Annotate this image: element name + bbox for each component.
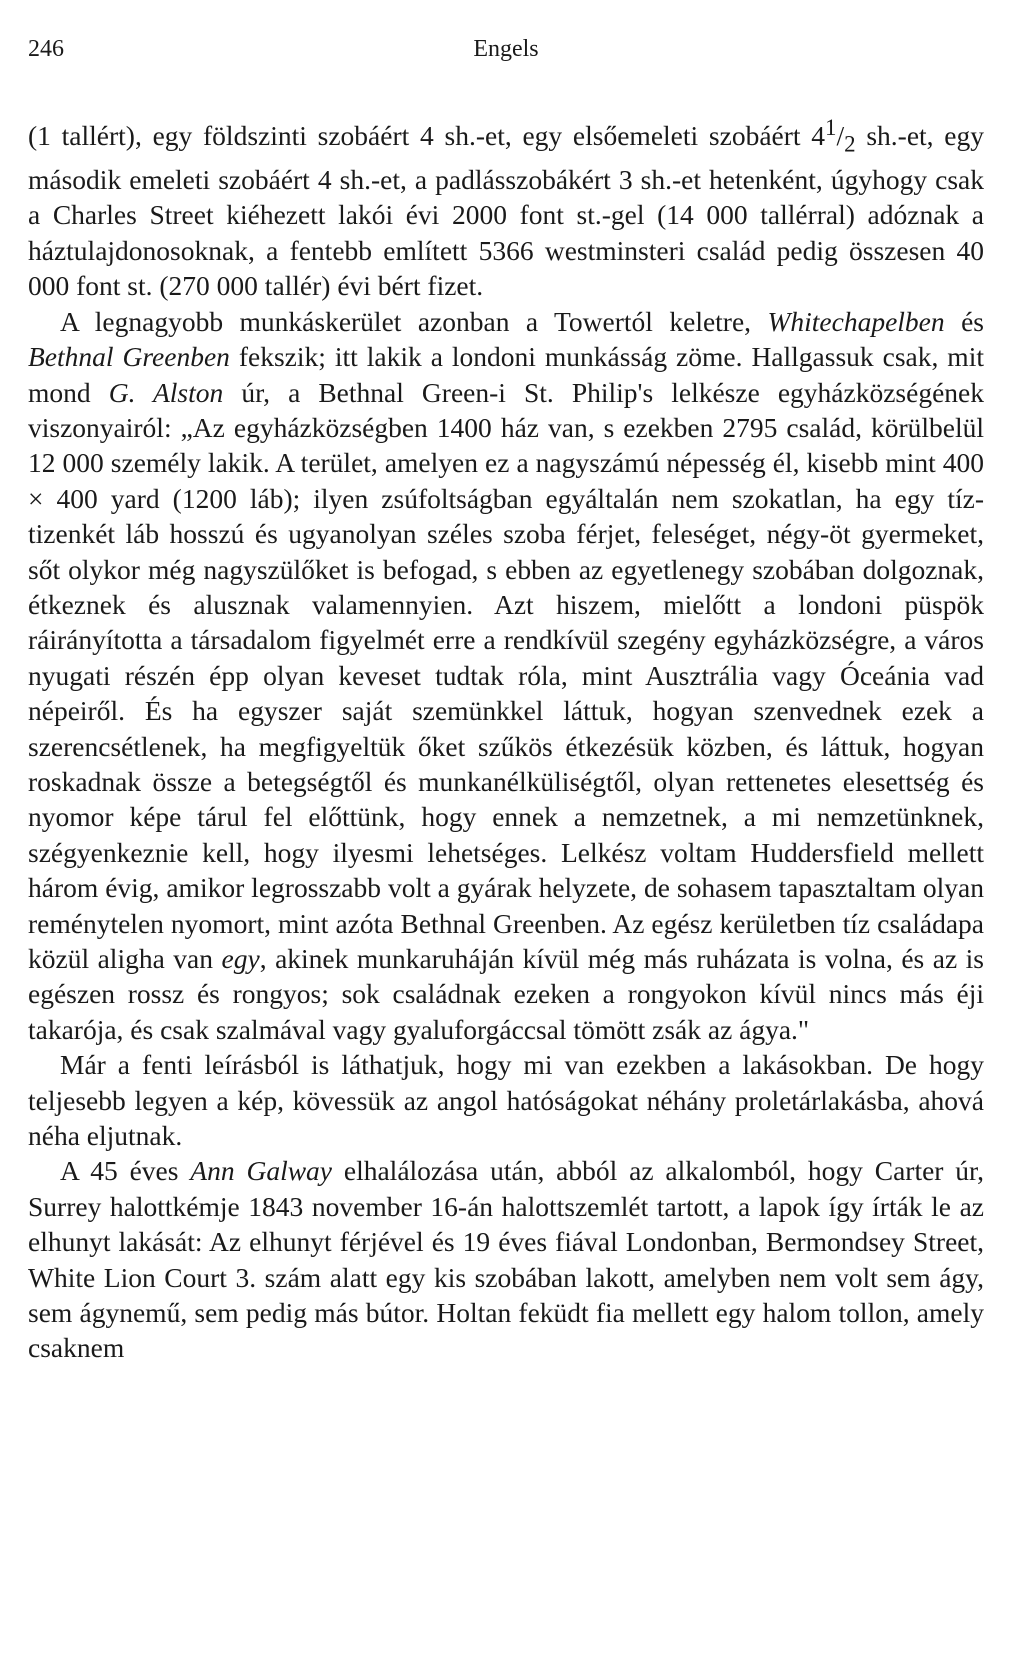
italic-place-name: Whitechapelben [767,305,945,337]
fraction-slash: / [836,120,845,152]
italic-person-name: Ann Galway [190,1155,333,1187]
fraction-numerator: 1 [825,115,837,140]
text-segment: A 45 éves [60,1155,191,1187]
paragraph [28,304,984,1048]
fraction-denominator: 2 [844,131,856,157]
body-text [28,110,984,1366]
italic-emphasis: egy [221,943,260,974]
text-segment: úr, a Bethnal Green-i St. Philip's lelkésze egyházközségének viszonyairól: „Az egyházközségben 1400 ház van, s ezekben 2795 család, körülbelül 12 000 személy lakik. A terület, amelyen ez a nagyszámú népesség él, kisebb mint 400 × 400 yard (1200 láb); ilyen zsúfoltságban egyáltalán nem szokatlan, ha egy tíz-tizenkét láb hosszú és ugyanolyan széles szoba férjet, feleséget, négy-öt gyermeket, sőt olykor még nagyszülőket is befogad, s ebben az egyetlenegy szobában dolgoznak, étkeznek és alusznak valamennyien. Azt hiszem, mielőtt a londoni püspök ráirányította a társadalom figyelmét erre a rendkívül szegény egyházközségre, a város nyugati részén épp olyan keveset tudtak róla, mint Ausztrália vagy Óceánia vad népeiről. És ha egyszer saját szemünkkel láttuk, hogyan szenvednek ezek a szerencsétlenek, ha megfigyeltük őket szűkös étkezésük közben, és láttuk, hogyan roskadnak össze a betegségtől és munkanélküliségtől, olyan rettenetes elesettség és nyomor képe tárul fel előttünk, hogy ennek a nemzetnek, a mi nemzetünknek, szégyenkeznie kell, hogy ilyesmi lehetséges. Lelkész voltam Huddersfield mellett három évig, amikor legrosszabb volt a gyárak helyzete, de sohasem tapasztaltam olyan reménytelen nyomort, mint azóta Bethnal Greenben. Az egész kerületben tíz családapa közül aligha van [28,376,984,974]
page-number: 246 [28,36,64,62]
italic-person-name: G. Alston [108,376,224,408]
italic-place-name: Bethnal Greenben [28,341,230,373]
paragraph [28,1047,984,1153]
page-header [28,36,984,72]
paragraph [28,1153,984,1365]
paragraph-continuation [28,110,984,304]
text-segment: és [944,305,984,337]
text-segment: , akinek munkaruháján kívül még más ruházata is volna, és az is egészen rossz és rongyos; sok családnak ezeken a rongyokon kívül nincs más éji takarója, és csak szalmával vagy gyaluforgáccsal tömött zsák az ágya." [28,943,984,1045]
text-segment: fekszik; itt lakik a londoni munkásság zöme. Hallgassuk csak, mit mond [28,341,984,408]
text-segment: sh.-et, egy második emeleti szobáért 4 sh.-et, a padlásszobákért 3 sh.-et hetenként, úgyhogy csak a Charles Street kiéhezett lakói évi 2000 font st.-gel (14 000 tallérral) adóznak a háztulajdonosoknak, a fentebb említett 5366 westminsteri család pedig összesen 40 000 font st. (270 000 tallér) évi bért fizet. [28,120,984,302]
text-segment: elhalálozása után, abból az alkalomból, hogy Carter úr, Surrey halottkémje 1843 november 16-án halottszemlét tartott, a lapok így írták le az elhunyt lakását: Az elhunyt férjével és 19 éves fiával Londonban, Bermondsey Street, White Lion Court 3. szám alatt egy kis szobában lakott, amelyben nem volt sem ágy, sem ágynemű, sem pedig más bútor. Holtan feküdt fia mellett egy halom tollon, amely csaknem [28,1155,984,1364]
running-title: Engels [473,36,539,62]
text-segment: (1 tallért), egy földszinti szobáért 4 sh.-et, egy elsőemeleti szobáért 4 [28,120,826,152]
text-segment: A legnagyobb munkáskerület azonban a Towertól keletre, [60,305,768,337]
text-segment: Már a fenti leírásból is láthatjuk, hogy mi van ezekben a lakásokban. De hogy teljesebb legyen a kép, kövessük az angol hatóságokat néhány proletárlakásba, ahová néha eljutnak. [28,1049,984,1152]
